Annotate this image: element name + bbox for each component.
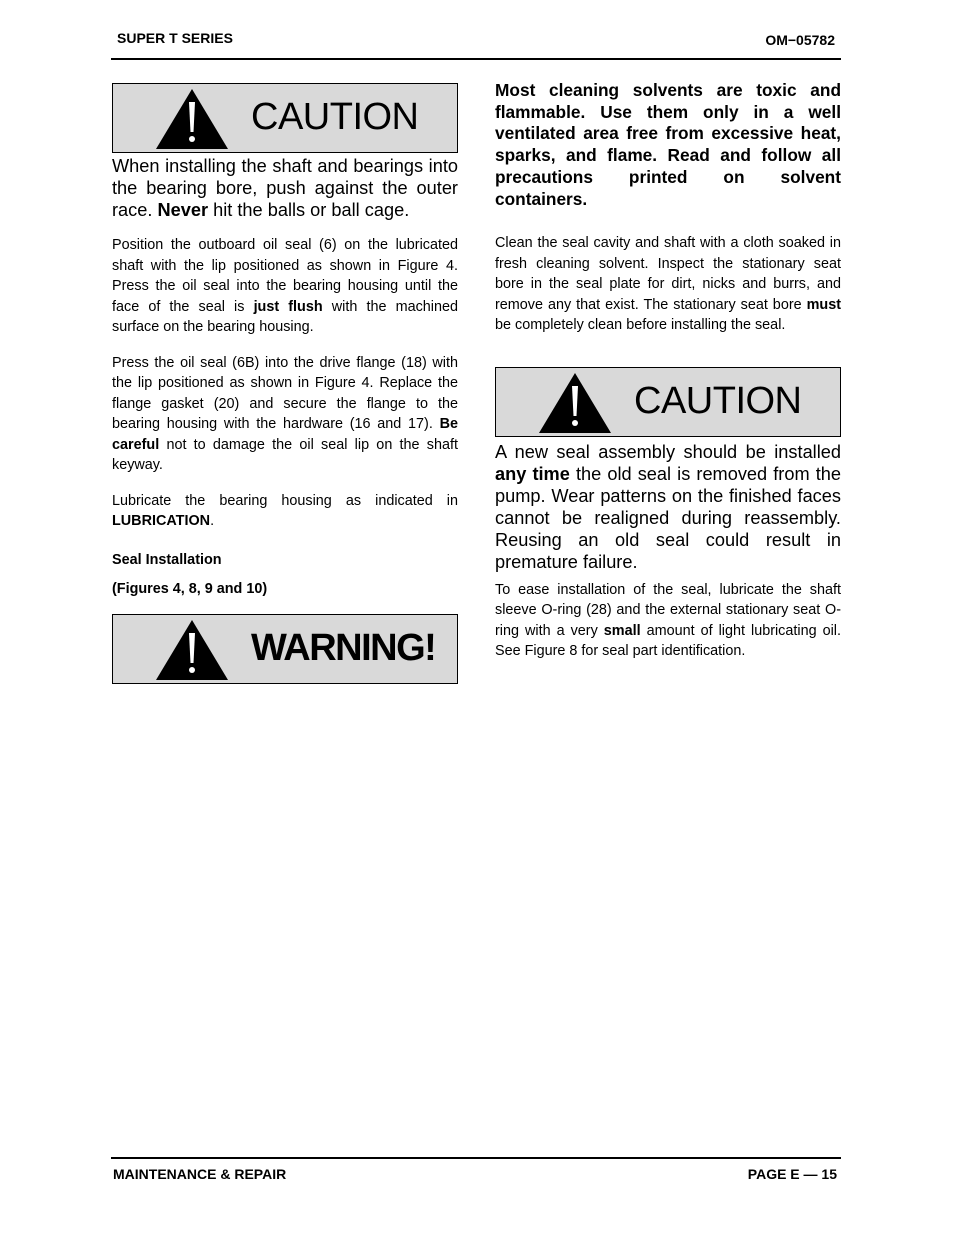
clean-seal-cavity-paragraph: Clean the seal cavity and shaft with a cloth soaked in fresh cleaning solvent. Inspect the stationary seat bore in the seal plate for dirt, nicks and burrs, and remove any that exist. The stationary seat bore must be completely clean before installing the seal. [495, 235, 841, 334]
drive-flange-paragraph: Press the oil seal (6B) into the drive flange (18) with the lip positioned as shown in Figure 4. Replace the flange gasket (20) and secure the flange to the bearing housing with the hardware (16 and 17). Be careful not to damage the oil seal lip on the shaft keyway. [112, 354, 458, 473]
left-column [112, 83, 458, 684]
seal-lubrication-paragraph: To ease installation of the seal, lubricate the shaft sleeve O-ring (28) and the external stationary seat O-ring with a very small amount of light lubricating oil. See Figure 8 for seal part identification. [495, 581, 841, 660]
warning-triangle-icon [155, 88, 229, 150]
warning-label: WARNING! [251, 626, 436, 669]
footer-section: MAINTENANCE & REPAIR [113, 1166, 287, 1182]
warning-triangle-icon [155, 619, 229, 681]
footer-rule [111, 1157, 841, 1159]
warning-triangle-icon [538, 372, 612, 434]
footer-page-number: PAGE E — 15 [747, 1166, 837, 1182]
right-column [495, 80, 841, 662]
caution-label: CAUTION [634, 379, 802, 422]
lubrication-paragraph: Lubricate the bearing housing as indicated in LUBRICATION. [112, 492, 458, 529]
caution-text: When installing the shaft and bearings into the bearing bore, push against the outer race. Never hit the balls or ball cage. [112, 156, 458, 220]
header-series: SUPER T SERIES [117, 30, 233, 46]
caution-banner [495, 367, 841, 437]
outboard-seal-paragraph: Position the outboard oil seal (6) on the lubricated shaft with the lip positioned as shown in Figure 4. Press the oil seal into the bearing housing until the face of the seal is just flush with the machined surface on the bearing housing. [112, 237, 458, 335]
caution-text: A new seal assembly should be installed any time the old seal is removed from the pump. Wear patterns on the finished faces cannot be realigned during reassembly. Reusing an old seal could result in premature failure. [495, 441, 842, 572]
solvent-warning-text: Most cleaning solvents are toxic and flammable. Use them only in a well ventilated area free from excessive heat, sparks, and flame. Read and follow all precautions printed on solvent containers. [495, 80, 841, 209]
caution-label: CAUTION [251, 96, 419, 138]
caution-banner [112, 83, 458, 153]
section-title: Seal Installation [112, 551, 222, 568]
warning-banner [112, 614, 458, 684]
header-rule [111, 58, 841, 60]
header-doc-number: OM−05782 [765, 32, 835, 48]
section-figure-ref: (Figures 4, 8, 9 and 10) [112, 580, 268, 597]
